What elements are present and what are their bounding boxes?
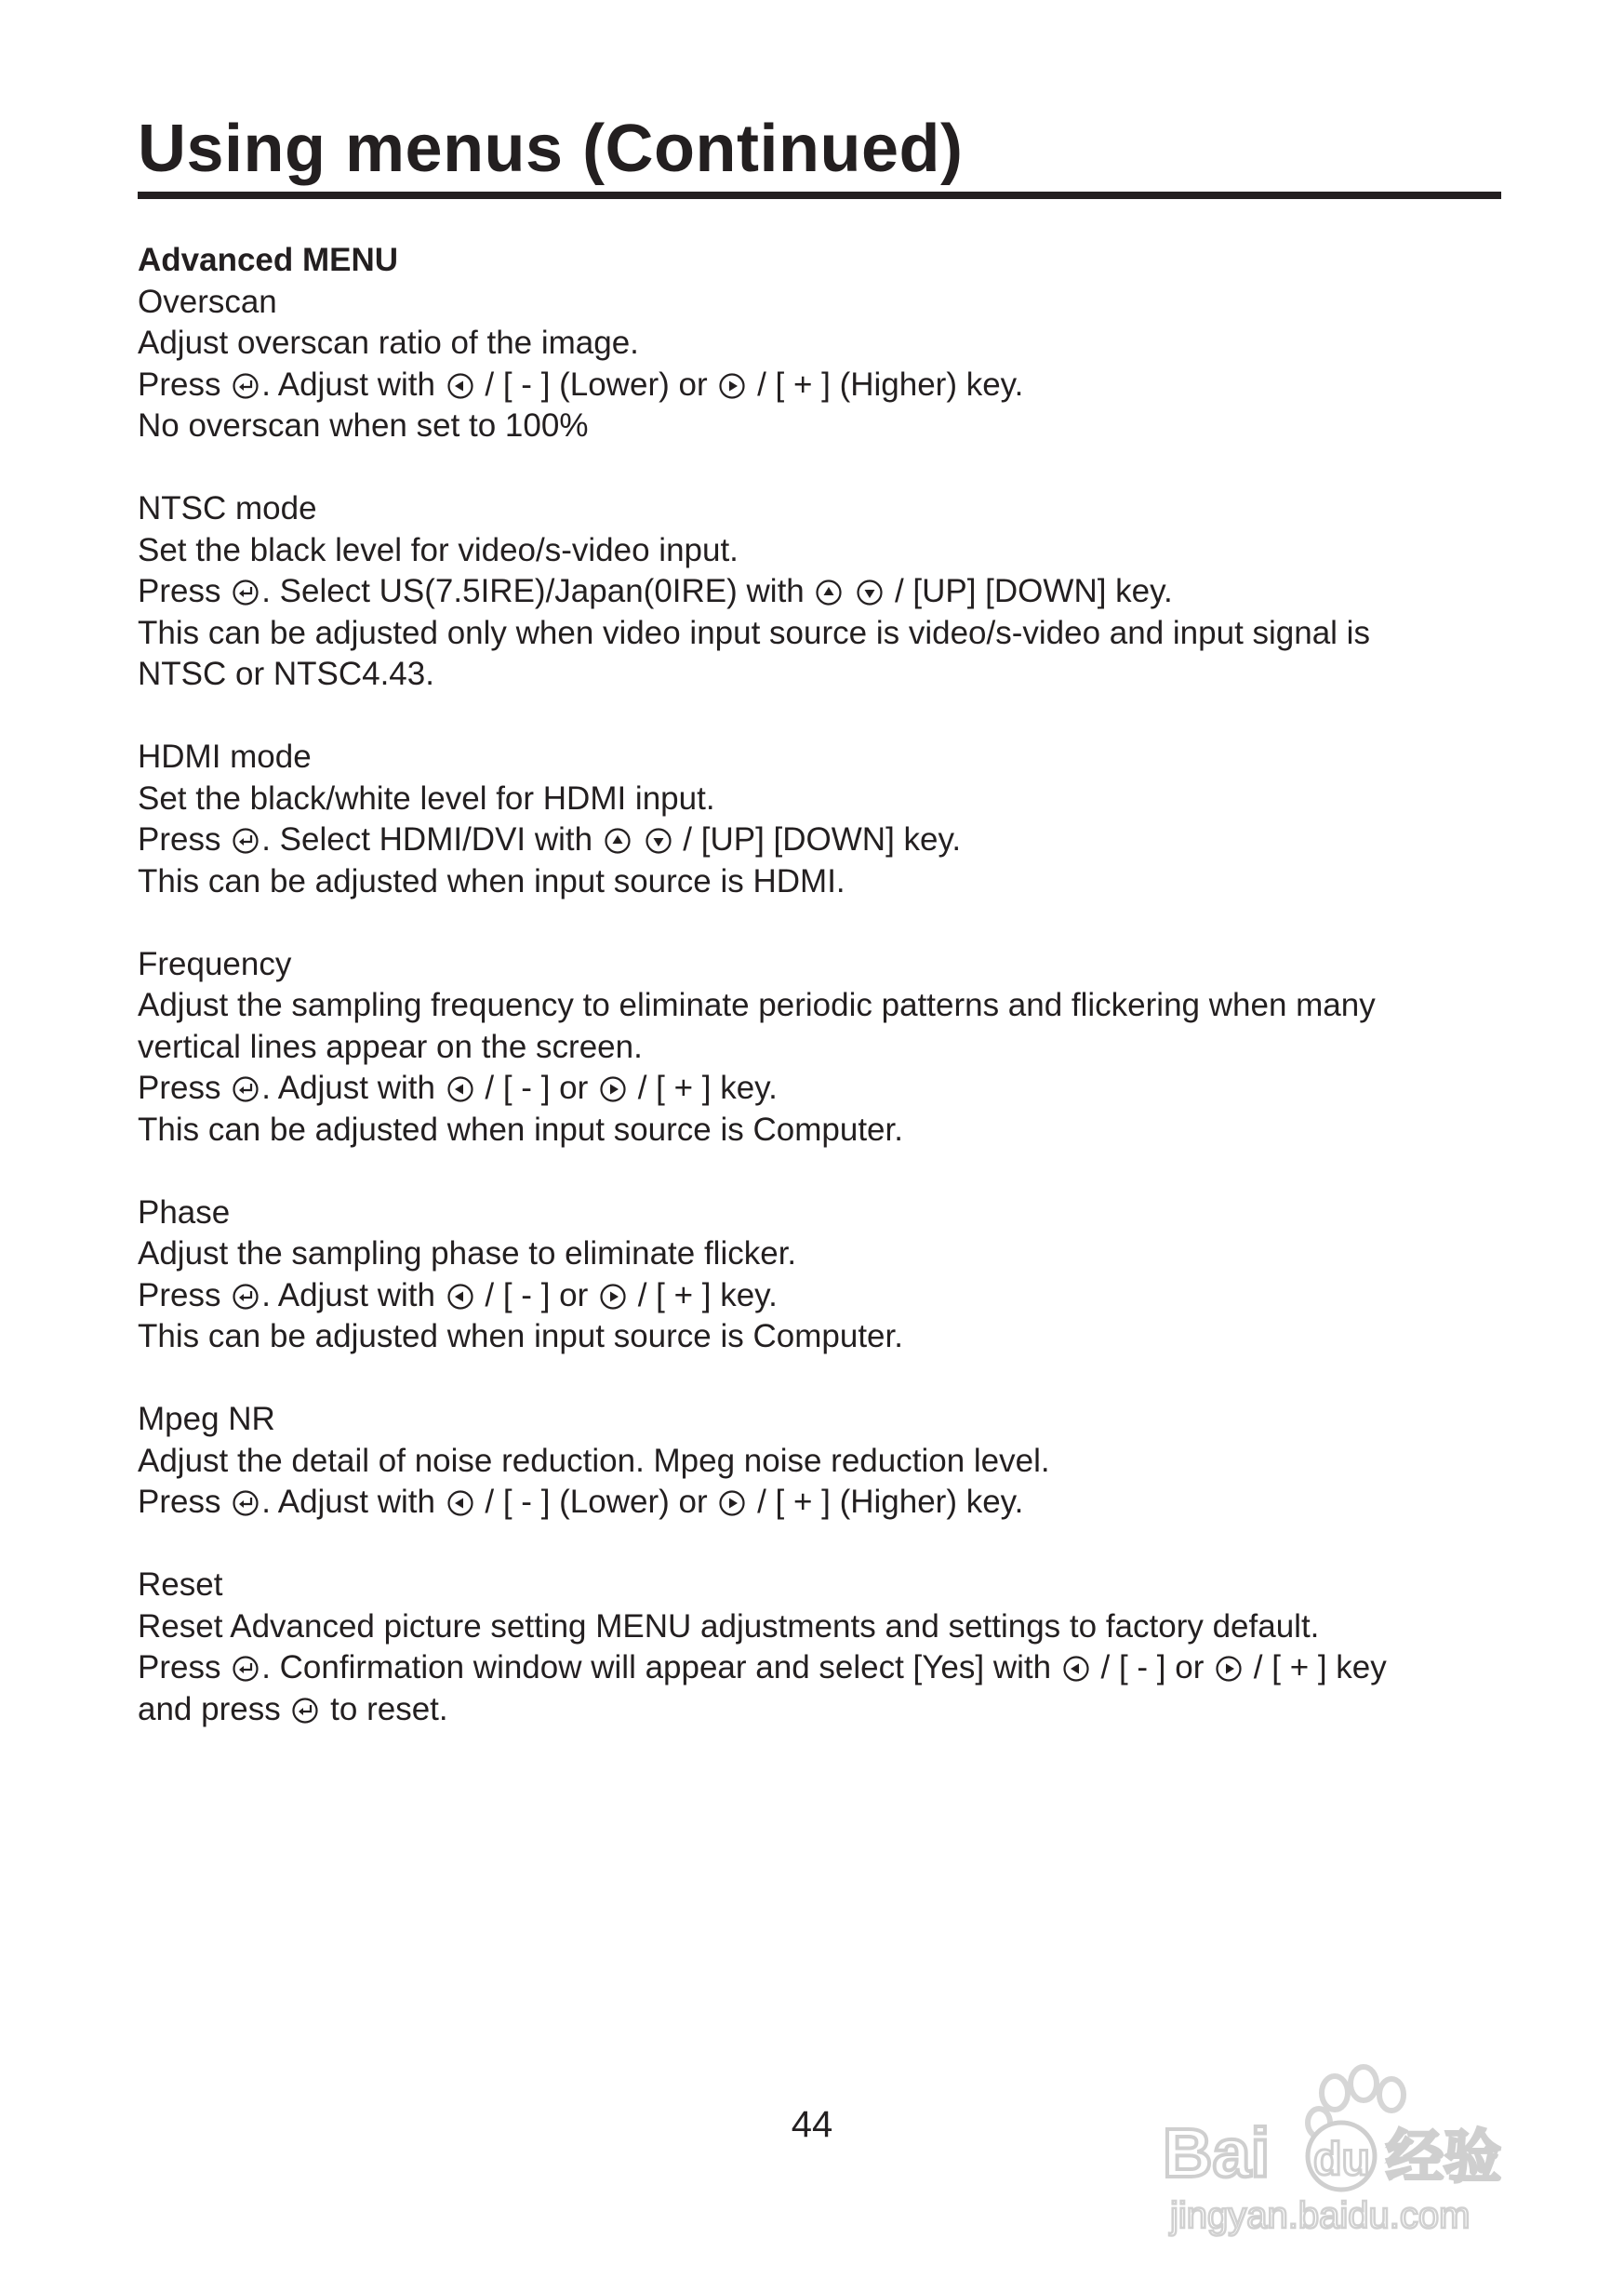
section-heading: Advanced MENU [138, 242, 399, 278]
text-segment: This can be adjusted when input source is Computer. [138, 1318, 903, 1354]
text-segment: / [ - ] or [475, 1276, 597, 1313]
enter-icon [232, 1655, 260, 1683]
section-line [138, 985, 1496, 1027]
section-spacer [138, 1524, 1496, 1565]
right-arrow-icon [718, 1489, 746, 1517]
text-segment: Set the black/white level for HDMI input. [138, 779, 715, 817]
text-segment: Press [138, 1276, 231, 1313]
section-line [138, 819, 1496, 861]
text-segment: Press [138, 821, 231, 858]
section-line [138, 1110, 1496, 1152]
text-segment: . Adjust with [261, 1070, 445, 1106]
left-arrow-icon [446, 372, 474, 400]
section-spacer [138, 696, 1496, 738]
text-segment: / [ + ] key. [628, 1276, 778, 1313]
right-arrow-icon [599, 1283, 627, 1311]
enter-icon [232, 372, 260, 400]
section-line [138, 1482, 1496, 1524]
enter-icon [232, 827, 260, 855]
text-segment: Adjust the sampling phase to eliminate flicker. [138, 1235, 797, 1272]
text-segment: / [UP] [DOWN] key. [673, 821, 962, 858]
text-segment: / [ - ] or [475, 1070, 597, 1106]
text-segment: No overscan when set to 100% [138, 407, 589, 444]
text-segment [633, 821, 643, 858]
text-segment: Reset Advanced picture setting MENU adjustments and settings to factory default. [138, 1607, 1320, 1645]
advanced-menu-section [138, 240, 1496, 1730]
title-rule [138, 192, 1501, 199]
enter-icon [232, 579, 260, 606]
text-segment: vertical lines appear on the screen. [138, 1028, 643, 1065]
section-title: Phase [138, 1193, 231, 1231]
up-arrow-icon [604, 827, 632, 855]
text-segment: . Confirmation window will appear and select [Yes] with [261, 1649, 1060, 1685]
section-line [138, 323, 1496, 365]
left-arrow-icon [446, 1283, 474, 1311]
section-line [138, 779, 1496, 820]
section-line [138, 1647, 1496, 1689]
section-line [138, 654, 1496, 696]
text-segment: . Adjust with [261, 1484, 445, 1520]
text-segment: NTSC or NTSC4.43. [138, 656, 434, 692]
text-segment: Adjust the detail of noise reduction. Mpeg noise reduction level. [138, 1442, 1050, 1479]
text-segment: . Select HDMI/DVI with [261, 821, 602, 858]
section-title: Overscan [138, 283, 277, 320]
section-spacer [138, 1151, 1496, 1192]
text-segment: Press [138, 573, 231, 609]
text-segment: / [ + ] key. [628, 1070, 778, 1106]
down-arrow-icon [645, 827, 672, 855]
section-line [138, 1606, 1496, 1648]
text-segment: / [ - ] (Lower) or [475, 1484, 717, 1520]
section-line [138, 613, 1496, 655]
text-segment: / [ - ] or [1091, 1649, 1214, 1685]
section-line [138, 530, 1496, 572]
section-spacer [138, 902, 1496, 944]
section-line [138, 1233, 1496, 1275]
enter-icon [232, 1489, 260, 1517]
text-segment: Press [138, 1070, 231, 1106]
enter-icon [291, 1697, 319, 1725]
svg-text:du: du [1313, 2133, 1371, 2185]
section-line [138, 1275, 1496, 1317]
enter-icon [232, 1283, 260, 1311]
text-segment: / [ + ] key [1245, 1649, 1387, 1685]
section-title: Frequency [138, 945, 292, 982]
enter-icon [232, 1075, 260, 1103]
text-segment: This can be adjusted only when video input source is video/s-video and input signal is [138, 614, 1370, 651]
text-segment: This can be adjusted when input source is Computer. [138, 1111, 903, 1148]
left-arrow-icon [446, 1489, 474, 1517]
text-segment: and press [138, 1690, 290, 1727]
text-segment [845, 573, 854, 609]
text-segment: Set the black level for video/s-video input. [138, 531, 739, 568]
right-arrow-icon [718, 372, 746, 400]
down-arrow-icon [856, 579, 884, 606]
section-line [138, 1441, 1496, 1483]
text-segment: Adjust the sampling frequency to eliminate periodic patterns and flickering when many [138, 987, 1376, 1023]
baidu-watermark-logo [1153, 2056, 1544, 2242]
section-line [138, 365, 1496, 406]
right-arrow-icon [1215, 1655, 1243, 1683]
text-segment: / [ - ] (Lower) or [475, 366, 717, 403]
section-line [138, 1316, 1496, 1358]
left-arrow-icon [446, 1075, 474, 1103]
section-title: Mpeg NR [138, 1401, 275, 1437]
text-segment: / [UP] [DOWN] key. [885, 573, 1173, 609]
text-segment: Press [138, 1484, 231, 1520]
page-title: Using menus (Continued) [138, 112, 964, 186]
section-title: NTSC mode [138, 490, 317, 526]
page-number: 44 [791, 2104, 833, 2145]
section-spacer [138, 447, 1496, 489]
svg-text:Bai: Bai [1163, 2114, 1271, 2191]
text-segment: / [ + ] (Higher) key. [748, 1484, 1024, 1520]
section-title: HDMI mode [138, 739, 312, 775]
text-segment: Press [138, 1649, 231, 1685]
text-segment: to reset. [321, 1690, 448, 1727]
text-segment: . Adjust with [261, 366, 445, 403]
svg-text:jingyan.baidu.com: jingyan.baidu.com [1170, 2195, 1471, 2236]
section-line [138, 406, 1496, 447]
text-segment: Adjust overscan ratio of the image. [138, 325, 639, 361]
left-arrow-icon [1062, 1655, 1090, 1683]
svg-text:经验: 经验 [1386, 2123, 1502, 2191]
section-line [138, 1027, 1496, 1069]
text-segment: . Select US(7.5IRE)/Japan(0IRE) with [261, 573, 814, 609]
section-line [138, 1068, 1496, 1110]
section-line [138, 1689, 1496, 1731]
text-segment: Press [138, 366, 231, 403]
text-segment: / [ + ] (Higher) key. [748, 366, 1024, 403]
section-title: Reset [138, 1566, 223, 1603]
up-arrow-icon [815, 579, 843, 606]
text-segment: . Adjust with [261, 1276, 445, 1313]
right-arrow-icon [599, 1075, 627, 1103]
section-spacer [138, 1358, 1496, 1400]
section-line [138, 861, 1496, 903]
text-segment: This can be adjusted when input source is HDMI. [138, 862, 845, 899]
section-line [138, 571, 1496, 613]
